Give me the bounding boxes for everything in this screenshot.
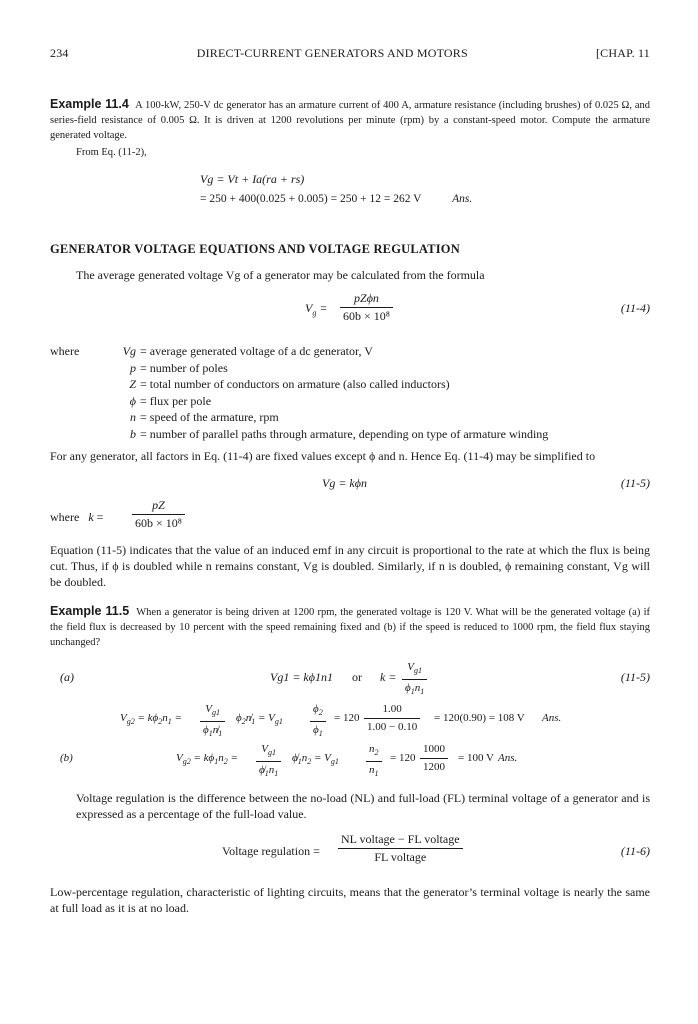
- where-k: where k =: [50, 510, 104, 524]
- vg2-frac1: $\frac{V_{g1}}{\phi_1n̸_1}$: [200, 702, 225, 741]
- chapter-label: [CHAP. 11: [595, 46, 650, 60]
- example-11-4-label: Example 11.4: [50, 97, 129, 111]
- definition-row: [50, 343, 650, 360]
- eq-11-6-fraction: [338, 832, 463, 865]
- definitions-list: [50, 343, 650, 442]
- vg2-frac3-num: 1.00: [364, 702, 420, 719]
- running-header: [50, 46, 650, 61]
- eq-11-4-numerator: pZϕn: [340, 291, 393, 308]
- def-text: = total number of conductors on armature (also called inductors): [140, 377, 450, 391]
- part-b-label: (b): [60, 752, 73, 764]
- vg2-b-expr: $V_{g2} = k\phi_1n_2$ =: [176, 752, 238, 767]
- vg2-frac3: [364, 702, 420, 735]
- para-regulation-text: Voltage regulation is the difference between the no-load (NL) and full-load (FL) terminal voltage of a generator and is expressed as a percentage of the full-load value.: [76, 791, 650, 821]
- part-a-k: k =: [380, 670, 397, 684]
- def-text: = flux per pole: [140, 393, 212, 408]
- part-a-ans: Ans.: [542, 712, 562, 724]
- example-11-5-label: Example 11.5: [50, 604, 130, 618]
- vg2-mid: $\phi_2n̸_1 = V_{g1}$: [236, 712, 283, 727]
- eq-11-6: [50, 830, 650, 876]
- vg2-frac3-den: 1.00 − 0.10: [367, 721, 418, 733]
- example-11-4-text: A 100-kW, 250-V dc generator has an armature current of 400 A, armature resistance (including brushes) of 0.025 Ω, and series-field resistance of 0.005 Ω. It is driven at 1200 revolutions per minute (rpm) by a constant-speed motor. Compute the armature generated voltage.: [50, 100, 651, 141]
- ans-label: Ans.: [452, 193, 473, 205]
- def-text: = speed of the armature, rpm: [140, 410, 279, 424]
- def-symbol: ϕ: [129, 393, 136, 408]
- part-a-equation: Vg1 = kϕ1n1: [270, 670, 333, 684]
- definition-row: [50, 409, 650, 426]
- k-denominator: 60b × 10⁸: [135, 516, 182, 530]
- def-symbol: p: [130, 360, 136, 375]
- def-text: = average generated voltage of a dc generator, V: [140, 344, 373, 358]
- eq-11-6-lhs: Voltage regulation =: [222, 844, 320, 858]
- definition-row: [50, 426, 650, 443]
- definition-row: [50, 360, 650, 377]
- def-symbol: Vg: [122, 344, 136, 358]
- def-text: = number of poles: [140, 360, 228, 375]
- def-symbol: b: [130, 426, 136, 441]
- part-a-tag: (11-5): [620, 670, 650, 684]
- vg2-120: = 120: [334, 712, 360, 724]
- section-heading: GENERATOR VOLTAGE EQUATIONS AND VOLTAGE REGULATION: [50, 242, 460, 256]
- part-a-k-fraction: [402, 660, 427, 699]
- def-symbol: n: [130, 410, 136, 424]
- page-number: 234: [50, 46, 69, 60]
- part-a-line2: [50, 702, 650, 740]
- page: [50, 46, 650, 916]
- where-word: where: [50, 344, 80, 358]
- vg2-b-frac2: $\frac{n_2}{n_1}$: [366, 742, 382, 781]
- para-proportional: Equation (11-5) indicates that the value of an induced emf in any circuit is proportional to the rate at which the flux is being cut. Thus, if ϕ is doubled while n remains constant, Vg is doubled. Similarly, if n is doubled, ϕ remaining constant, Vg will be doubled.: [50, 543, 650, 589]
- vg2-expr: $V_{g2} = k\phi_2n_1$ =: [120, 712, 182, 727]
- part-b-ans: Ans.: [498, 752, 518, 764]
- eq-vg-line1: [50, 170, 650, 188]
- part-a-k-num: $V_{g1}$: [402, 660, 427, 680]
- part-a-result: = 120(0.90) = 108 V: [434, 712, 525, 724]
- definition-row: [50, 376, 650, 393]
- vg2-b-frac3: [420, 742, 448, 775]
- eq-11-5-text: Vg = kϕn: [322, 476, 367, 490]
- def-symbol: Z: [129, 377, 136, 391]
- definition-row: [50, 393, 650, 410]
- part-a-or: or: [352, 670, 362, 684]
- vg2-b-frac1: $\frac{V_{g1}}{\phi̸_1n_1}$: [256, 742, 281, 781]
- para-regulation: [50, 790, 650, 822]
- section-intro: The average generated voltage Vg of a generator may be calculated from the formula: [76, 268, 485, 282]
- para-simplify: For any generator, all factors in Eq. (11-4) are fixed values except ϕ and n. Hence Eq. (11-4) may be simplified to: [50, 449, 596, 463]
- example-11-5: [50, 604, 650, 650]
- k-numerator: pZ: [132, 498, 185, 515]
- part-a-label: (a): [60, 670, 74, 684]
- example-11-5-text: When a generator is being driven at 1200 rpm, the generated voltage is 120 V. What will be the generated voltage (a) if the field flux is decreased by 10 percent with the speed remaining fixed and (b) if the speed is reduced to 1000 rpm, the field flux staying unchanged?: [50, 607, 651, 648]
- example-11-5-part-b: [50, 742, 650, 780]
- def-text: = number of parallel paths through armature, depending on type of armature winding: [140, 426, 549, 441]
- eq-11-4-lhs: $V_g$ =: [305, 301, 328, 318]
- eq-11-4-fraction: [340, 291, 393, 324]
- example-11-5-part-a: [50, 660, 650, 698]
- eq-11-6-denominator: FL voltage: [374, 850, 427, 864]
- eq-11-4-tag: (11-4): [620, 301, 650, 315]
- eq-11-6-numerator: NL voltage − FL voltage: [338, 832, 463, 849]
- eq-11-5: [50, 474, 650, 494]
- vg2-frac2: $\frac{\phi_2}{\phi_1}$: [310, 702, 326, 741]
- example-11-4: [50, 97, 650, 143]
- k-fraction: [132, 498, 185, 531]
- eq-11-4: [50, 289, 650, 335]
- eq-vg-calc: = 250 + 400(0.025 + 0.005) = 250 + 12 = 262 V: [200, 193, 422, 205]
- from-eq-text: From Eq. (11-2),: [76, 147, 147, 158]
- eq-11-5-tag: (11-5): [620, 476, 650, 490]
- part-b-result: = 100 V: [458, 752, 494, 764]
- eq-11-6-tag: (11-6): [620, 844, 650, 858]
- eq-vg-text: Vg = Vt + Ia(ra + rs): [200, 172, 305, 186]
- part-a-k-den: $\phi_1n_1$: [405, 682, 425, 697]
- eq-vg-line2: [50, 190, 650, 208]
- vg2-b-120: = 120: [390, 752, 416, 764]
- eq-11-4-denominator: 60b × 10⁸: [343, 309, 390, 323]
- k-definition: [50, 496, 650, 538]
- para-low-regulation: Low-percentage regulation, characteristic of lighting circuits, means that the generator’s terminal voltage is nearly the same at full load as it is at no load.: [50, 885, 650, 915]
- part-b-frac-num: 1000: [420, 742, 448, 759]
- part-b-frac-den: 1200: [423, 761, 445, 773]
- vg2-b-mid: $\phi̸_1n_2 = V_{g1}$: [292, 752, 339, 767]
- running-title: DIRECT-CURRENT GENERATORS AND MOTORS: [196, 46, 468, 60]
